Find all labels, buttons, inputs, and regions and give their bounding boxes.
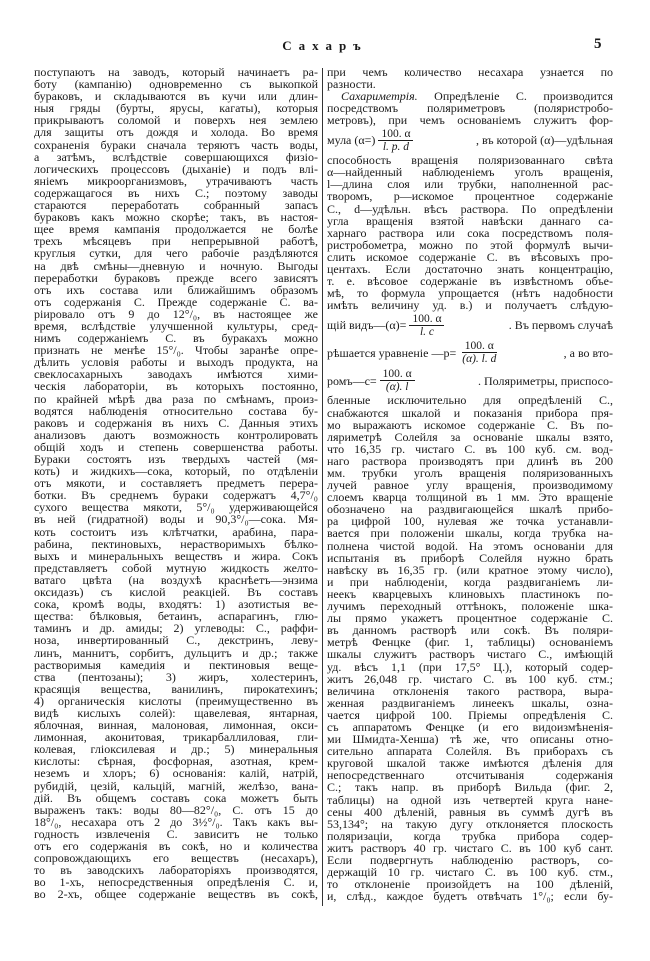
- text-span: α—найденный наблюденіемъ уголъ вращенія,: [327, 165, 613, 180]
- text-line: круглыя сутки, для чего рабочіе раздѣляются: [34, 246, 318, 261]
- text-span: ляриметрѣ Солейля за основаніе шкалы взято,: [327, 429, 613, 444]
- text-span: держащій 10 гр. чистаго С. въ 100 куб. стм.,: [327, 865, 613, 880]
- left-column: [34, 66, 318, 900]
- text-span: снабжаются шкалой и показанія прибора пря-: [327, 405, 613, 420]
- fraction-denominator: (α). l. d: [462, 353, 497, 366]
- text-span: мм. трубки уголъ вращенія поляризованныхъ: [327, 466, 613, 480]
- text-line: дій. Въ общемъ составъ сока можетъ быть: [34, 790, 318, 805]
- text-span: величина отклоненія такого раствора, выра-: [327, 683, 613, 698]
- text-line: [327, 299, 613, 311]
- text-line: яблочная, винная, малоновая, лимонная, окси-: [34, 718, 318, 733]
- text-line: коть состоитъ изъ клѣтчатки, арабина, пара-: [34, 524, 318, 539]
- text-line: поступаютъ на заводъ, который начинаетъ ра-: [34, 65, 318, 79]
- text-line: свеклосахарныхъ заводахъ имѣются хими-: [34, 367, 318, 382]
- text-line: ватаго цвѣта (на воздухѣ краснѣетъ—энзима: [34, 572, 318, 587]
- text-line: коть) и жидкихъ—сока, который, по отдѣленіи: [34, 464, 318, 479]
- text-line: [327, 114, 613, 126]
- text-span: непосредственнаго отсчитыванія содержанія: [327, 768, 613, 783]
- page-title: Сахаръ: [282, 38, 368, 53]
- formula-left: [327, 128, 416, 153]
- text-line: стараются переработать собранный запасъ: [34, 198, 318, 213]
- text-span: центахъ. Если достаточно знать концентрацію,: [327, 262, 613, 276]
- text-span: метровъ), при чемъ основаніемъ служитъ фор-: [327, 113, 613, 128]
- text-span: посредствомъ поляриметровъ (поляристробо-: [327, 101, 613, 116]
- text-line: ныя гряды (бурты, ярусы, кагаты), которыя: [34, 101, 318, 116]
- text-span: сены 400 дѣленій, равныя въ суммѣ дугѣ въ: [327, 804, 613, 819]
- formula-left: [327, 368, 418, 393]
- text-line: переработки бураковъ прежде всего зависятъ: [34, 270, 318, 285]
- text-line: трехъ мѣсяцевъ при непрерывной работѣ,: [34, 234, 318, 249]
- text-line: бураковъ, и складываются въ кучи или длин-: [34, 89, 318, 104]
- text-span: поляризаціи, когда трубка прибора содер-: [327, 828, 613, 843]
- text-line: для защиты отъ дождя и холода. Во время: [34, 125, 318, 140]
- text-line: по крайней мѣрѣ два раза по смѣнамъ, произ-: [34, 391, 318, 406]
- text-line: сохраненія бураки сначала теряютъ часть воды,: [34, 137, 318, 152]
- text-line: ботки. Въ среднемъ бураки содержатъ 4,7°/₀: [34, 488, 318, 503]
- text-span: и, слѣд., каждое будетъ отвѣчать 1°/₀; если бу-: [327, 889, 613, 904]
- text-span: при чемъ количество несахара узнается по: [327, 65, 613, 79]
- fraction-numerator: 100. α: [380, 368, 415, 381]
- text-line: содержащагося въ нихъ С.; поэтому заводы: [34, 185, 318, 200]
- text-line: представляетъ собой мутную жидкость желто-: [34, 560, 318, 575]
- text-span: и при наблюденіи, когда раздвиганіемъ ли-: [327, 574, 613, 589]
- fraction-denominator: l. c: [419, 325, 434, 338]
- column-divider: [322, 68, 323, 906]
- text-span: вается при положеніи шкалы, когда трубка на-: [327, 526, 613, 541]
- text-line: отъ его содержанія въ сокѣ, но и количества: [34, 839, 318, 853]
- text-span: угла вращенія взятой навѣски даннаго са-: [327, 213, 613, 228]
- text-line: выхъ и минеральныхъ веществъ и жира. Сокъ: [34, 548, 318, 563]
- text-span: лучей равное углу вращенія, производимому: [327, 478, 613, 493]
- section-heading: Сахариметрія.: [341, 89, 418, 104]
- text-line: ства (пентозаны); 3) жиръ, холестеринъ,: [34, 669, 318, 684]
- text-span: уд. вѣсъ 1,1 (при 17,5° Ц.), который содер-: [327, 659, 613, 674]
- text-span: сительно аппарата Солейля. Въ приборахъ съ: [327, 744, 613, 759]
- text-span: женная раздвиганіемъ линеекъ шкалы, озна-: [327, 695, 613, 710]
- text-span: метрѣ Фенцке (фиг. 1, таблицы) основаніемъ: [327, 635, 613, 650]
- text-span: съ аппаратомъ Фенцке (и его видоизмѣненія-: [327, 719, 613, 734]
- text-span: имѣть величину уд. в.) и получаетъ слѣдую-: [327, 298, 613, 313]
- formula-prefix: ромъ—c=: [327, 373, 377, 388]
- text-span: наго раствора производятъ при длинѣ въ 200: [327, 453, 613, 468]
- fraction-denominator: (α). l: [385, 381, 409, 394]
- text-line: яніемъ микроорганизмовъ, утрачиваютъ часть: [34, 173, 318, 188]
- fraction-numerator: 100. α: [378, 128, 413, 141]
- text-line: рабина, пектиновыхъ, нерастворимыхъ бѣлко-: [34, 536, 318, 551]
- text-span: слоемъ кварца толщиной въ 1 мм. Это вращеніе: [327, 490, 613, 505]
- fraction-denominator: l. p. d: [382, 140, 410, 153]
- text-line: нимъ содержаніемъ С. въ буракахъ можно: [34, 331, 318, 346]
- text-line: водятся наблюденія относительно состава бу-: [34, 403, 318, 418]
- formula-prefix: щій видъ—(α)=: [327, 318, 407, 333]
- text-span: бленные исключительно для опредѣленій С.,: [327, 393, 613, 408]
- fraction: [380, 368, 415, 393]
- text-line: логическихъ процессовъ (дыханіе) и подъ влі-: [34, 161, 318, 176]
- text-span: что 16,35 гр. чистаго С. въ 100 куб. см. вод-: [327, 441, 613, 456]
- text-span: l—длина слоя или трубки, наполненной рас-: [327, 177, 613, 192]
- text-span: Опредѣленіе С. производится: [417, 89, 613, 104]
- text-span: мо выражаютъ искомое содержаніе С. Въ по-: [327, 417, 613, 432]
- text-line: Бураки состоятъ изъ твердыхъ частей (мя-: [34, 452, 318, 466]
- text-line: лимонная, аконитовая, трикарбаллиловая, гли-: [34, 730, 318, 745]
- text-span: способность вращенія поляризованнаго свѣта: [327, 153, 613, 168]
- text-line: признать не менѣе 15°/₀. Чтобы заранѣе опре-: [34, 343, 318, 358]
- text-line: видѣ кислыхъ солей): щавелевая, янтарная,: [34, 705, 318, 720]
- text-span: испытанія въ приборѣ Солейля нужно брать: [327, 550, 613, 565]
- text-line: время, вслѣдствіе улучшенной культуры, сред-: [34, 318, 318, 333]
- text-span: разности.: [327, 77, 376, 92]
- text-span: житъ 26,048 гр. чистаго С. въ 100 куб. стм.;: [327, 671, 613, 686]
- formula-suffix: , въ которой (α)—удѣльная: [475, 133, 613, 148]
- text-line: отъ ихъ состава или ближайшимъ образомъ: [34, 282, 318, 297]
- text-span: С., d—удѣльн. вѣсъ раствора. По опредѣленіи: [327, 201, 613, 216]
- text-line: щества: бѣлковыя, бетаинъ, аспарагинъ, глю-: [34, 609, 318, 624]
- formula-line: [327, 311, 613, 339]
- text-line: отъ содержанія С. Прежде содержаніе С. ва-: [34, 294, 318, 309]
- text-span: чается цифрой 100. Пріемы опредѣленія С.: [327, 707, 613, 722]
- text-line: колевая, гліоксилевая и др.; 5) минеральныя: [34, 742, 318, 757]
- text-span: ми Шмидта-Хенша) тѣ же, что описаны отно-: [327, 732, 613, 747]
- fraction: [378, 128, 413, 153]
- text-line: на двѣ смѣны—дневную и ночную. Выгоды: [34, 258, 318, 273]
- formula-left: [327, 340, 502, 365]
- text-span: мѣ, то формула упрощается (нѣтъ надобности: [327, 286, 613, 301]
- text-span: ра цифрой 100, нулевая же точка устанавли-: [327, 514, 613, 529]
- formula-suffix: , а во вто-: [563, 345, 613, 360]
- text-line: рубидій, цезій, кальцій, магній, желѣзо, вана-: [34, 778, 318, 793]
- text-line: во 1-хъ, непосредственныя опредѣленія С. и,: [34, 875, 318, 890]
- text-span: навѣску въ 16,35 гр. (или кратное этому число),: [327, 562, 613, 577]
- text-line: щее время кампанія продолжается не болѣе: [34, 222, 318, 237]
- text-line: то въ заводскихъ лабораторіяхъ производятся,: [34, 863, 318, 878]
- text-span: шкалы служитъ растворъ чистаго С., имѣющій: [327, 647, 613, 662]
- formula-left: [327, 313, 447, 338]
- text-span: житъ растворъ 40 гр. чистаго С. въ 100 куб сант.: [327, 840, 613, 855]
- text-line: неземъ и хлоръ; 6) основанія: калій, натрій,: [34, 766, 318, 781]
- text-line: боту (кампанію) одновременно съ выкопкой: [34, 77, 318, 92]
- formula-line: [327, 126, 613, 154]
- text-line: 4) органическія кислоты (преимущественно въ: [34, 693, 318, 708]
- text-line: общій ходъ и степень совершенства работы.: [34, 439, 318, 454]
- text-line: дѣлить условія работы и выходъ продукта, на: [34, 355, 318, 370]
- text-span: неекъ кварцевыхъ клиновыхъ пластинокъ по-: [327, 586, 613, 601]
- text-line: [327, 890, 613, 902]
- text-line: анализовъ даютъ возможность контролировать: [34, 427, 318, 442]
- text-span: то отклоненіе произойдетъ на 100 дѣленій,: [327, 877, 613, 892]
- text-line: годность извлеченія С. зависитъ не только: [34, 826, 318, 841]
- formula-prefix: рѣшается уравненіе —p=: [327, 345, 457, 360]
- text-span: слить искомое содержаніе С. въ вѣсовыхъ про-: [327, 249, 613, 264]
- text-span: С.; такъ напр. въ приборѣ Вильда (фиг. 2,: [327, 780, 613, 795]
- text-line: сока, кромѣ воды, входятъ: 1) азотистыя ве-: [34, 597, 318, 612]
- text-line: ноза, инвертированный С., декстринъ, леву-: [34, 633, 318, 648]
- text-line: въ ней (гидратной) воды и 90,3°/₀—сока. Мя-: [34, 512, 318, 527]
- text-line: красящія вещества, ванилинъ, пирокатехинъ;: [34, 681, 318, 696]
- text-line: раковъ и содержанія въ нихъ С. Данныя этихъ: [34, 415, 318, 430]
- fraction: [459, 340, 499, 365]
- text-line: во 2-хъ, общее содержаніе веществъ въ сокѣ,: [34, 887, 318, 902]
- text-line: ріировало отъ 9 до 12°/₀, въ настоящее же: [34, 306, 318, 321]
- text-span: въ данномъ растворѣ или сокѣ. Въ поляри-: [327, 623, 613, 638]
- text-line: ческія лабораторіи, въ которыхъ постоянно,: [34, 379, 318, 394]
- text-line: выраженъ такъ: воды 80—82°/₀, С. отъ 15 до: [34, 802, 318, 817]
- page-number: 5: [594, 36, 602, 52]
- formula-suffix: . Поляриметры, приспосо-: [477, 373, 613, 388]
- formula-prefix: мула (α=): [327, 133, 376, 148]
- text-span: круговой шкалой также имѣются дѣленія для: [327, 756, 613, 771]
- text-span: полнена чистой водой. На этомъ основаніи для: [327, 538, 613, 553]
- text-line: таминъ и др. амиды; 2) углеводы: С., раффи-: [34, 621, 318, 636]
- text-span: лы прямо укажетъ процентное содержаніе С.: [327, 611, 613, 626]
- fraction-numerator: 100. α: [409, 313, 444, 326]
- text-span: т. е. вѣсовое содержаніе въ извѣстномъ объе-: [327, 274, 613, 289]
- formula-line: [327, 367, 613, 395]
- text-span: обозначено на раздвигающейся шкалѣ прибо-: [327, 502, 613, 517]
- formula-line: [327, 339, 613, 367]
- text-line: оксидазъ) съ кислой реакціей. Въ составъ: [34, 585, 318, 600]
- text-span: Если подвергнуть наблюденію растворъ, со-: [327, 853, 613, 867]
- text-line: отъ мякоти, и составляетъ предметъ перера-: [34, 476, 318, 491]
- fraction-numerator: 100. α: [462, 340, 497, 353]
- text-line: 18°/₀, несахара отъ 2 до 3½°/₀. Такъ какъ вы-: [34, 814, 318, 829]
- text-span: 53,134°; на такую дугу отклоняется плоскость: [327, 816, 613, 831]
- text-line: а затѣмъ, вслѣдствіе совершающихся физіо-: [34, 149, 318, 164]
- text-span: харнаго раствора или сока посредствомъ поля-: [327, 225, 613, 240]
- text-span: ристробометра, можно по этой формулѣ вычи-: [327, 237, 613, 252]
- text-span: творомъ, p—искомое процентное содержаніе: [327, 189, 613, 204]
- text-span: лучимъ переходный оттѣнокъ, положеніе шка-: [327, 599, 613, 614]
- text-line: кислоты: сѣрная, фосфорная, азотная, крем-: [34, 754, 318, 769]
- text-line: бураковъ какъ можно скорѣе; такъ, въ настоя-: [34, 210, 318, 225]
- formula-suffix: . Въ первомъ случаѣ: [508, 318, 613, 333]
- text-line: линъ, маннитъ, сорбитъ, дульцитъ и др.; также: [34, 645, 318, 660]
- text-span: таблицы) на одной изъ четвертей круга нане-: [327, 792, 613, 807]
- right-column: [327, 66, 613, 902]
- text-line: растворимыя камедиія и пектиновыя веще-: [34, 657, 318, 672]
- text-line: сухого вещества мякоти, 5°/₀ удерживающейся: [34, 500, 318, 515]
- fraction: [409, 313, 444, 338]
- text-line: прикрываютъ соломой и поверхъ нея землею: [34, 113, 318, 128]
- text-line: сопровождающихъ его веществъ (несахаръ),: [34, 851, 318, 866]
